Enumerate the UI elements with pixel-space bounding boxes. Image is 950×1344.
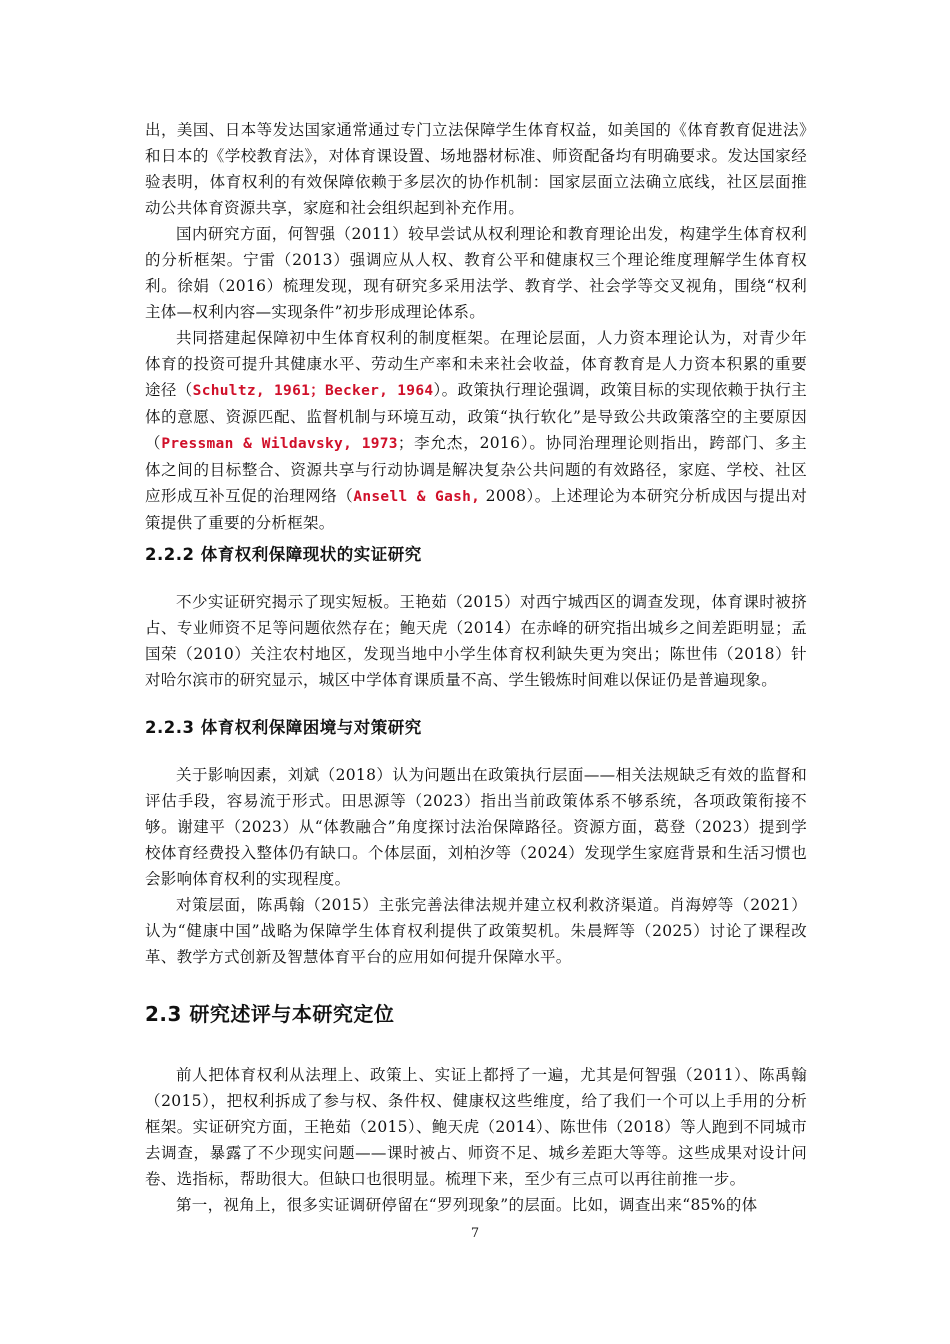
citation-ansell-gash[interactable]: Ansell & Gash,: [353, 489, 481, 505]
paragraph-countermeasures: 对策层面，陈禹翰（2015）主张完善法律法规并建立权利救济渠道。肖海婷等（2021）认为“健康中国”战略为保障学生体育权利提供了政策契机。朱晨辉等（2025）讨论了课程改革、教学方式创新及智慧体育平台的应用如何提升保障水平。: [145, 896, 807, 966]
paragraph-influencing-factors: 关于影响因素，刘斌（2018）认为问题出在政策执行层面——相关法规缺乏有效的监督和评估手段，容易流于形式。田思源等（2023）指出当前政策体系不够系统，各项政策衔接不够。谢建平（2023）从“体教融合”角度探讨法治保障路径。资源方面，葛登（2023）提到学校体育经费投入整体仍有缺口。个体层面，刘柏汐等（2024）发现学生家庭背景和生活习惯也会影响体育权利的实现程度。: [145, 766, 807, 888]
heading-2-2-2: 2.2.2 体育权利保障现状的实证研究: [145, 545, 422, 564]
text-run: ；李允杰，2016）。协同治理理论则指出，跨部门、多主体之间的目标整合、资源共享与行动协调是解决复杂公共问题的有效路径，家庭、学校、社区应形成互补互促的治理网络（: [145, 434, 807, 505]
citation-pressman-wildavsky[interactable]: Pressman & Wildavsky, 1973: [161, 436, 398, 452]
text-run: 共同搭建起保障初中生体育权利的制度框架。在理论层面，人力资本理论认为，对青少年体育的投资可提升其健康水平、劳动生产率和未来社会收益，体育教育是人力资本积累的重要途径（: [145, 329, 807, 399]
text-run: ）。政策执行理论强调，政策目标的实现依赖于执行主体的意愿、资源匹配、监督机制与环境互动，政策“执行软化”是导致公共政策落空的主要原因（: [145, 381, 808, 452]
heading-2-3: 2.3 研究述评与本研究定位: [145, 1002, 395, 1026]
heading-2-2-3: 2.2.3 体育权利保障困境与对策研究: [145, 718, 422, 737]
paragraph-empirical-research: 不少实证研究揭示了现实短板。王艳茹（2015）对西宁城西区的调查发现，体育课时被挤占、专业师资不足等问题依然存在；鲍天虎（2014）在赤峰的研究指出城乡之间差距明显；孟国荣（2010）关注农村地区，发现当地中小学生体育权利缺失更为突出；陈世伟（2018）针对哈尔滨市的研究显示，城区中学体育课质量不高、学生锻炼时间难以保证仍是普遍现象。: [145, 593, 807, 689]
paragraph-theory-framework: [145, 325, 807, 536]
body-section-2-2-2: [145, 589, 807, 693]
page-number: 7: [470, 1226, 480, 1241]
paragraph-domestic-research: 国内研究方面，何智强（2011）较早尝试从权利理论和教育理论出发，构建学生体育权利的分析框架。宁雷（2013）强调应从人权、教育公平和健康权三个理论维度理解学生体育权利。徐娟（2016）梳理发现，现有研究多采用法学、教育学、社会学等交叉视角，围绕“权利主体—权利内容—实现条件”初步形成理论体系。: [145, 225, 807, 321]
paragraph-literature-review: 前人把体育权利从法理上、政策上、实证上都捋了一遍，尤其是何智强（2011）、陈禹翰（2015），把权利拆成了参与权、条件权、健康权这些维度，给了我们一个可以上手用的分析框架。实证研究方面，王艳茹（2015）、鲍天虎（2014）、陈世伟（2018）等人跑到不同城市去调查，暴露了不少现实问题——课时被占、师资不足、城乡差距大等等。这些成果对设计问卷、选指标，帮助很大。但缺口也很明显。梳理下来，至少有三点可以再往前推一步。: [145, 1066, 807, 1188]
paragraph-international-experience: 出，美国、日本等发达国家通常通过专门立法保障学生体育权益，如美国的《体育教育促进法》和日本的《学校教育法》，对体育课设置、场地器材标准、师资配备均有明确要求。发达国家经验表明，体育权利的有效保障依赖于多层次的协作机制：国家层面立法确立底线，社区层面推动公共体育资源共享，家庭和社会组织起到补充作用。: [145, 121, 807, 217]
paragraph-first-gap: 第一，视角上，很多实证调研停留在“罗列现象”的层面。比如，调查出来“85%的体: [176, 1196, 758, 1214]
body-section-2-2-1: [145, 117, 807, 536]
citation-schultz-becker[interactable]: Schultz, 1961；Becker, 1964: [192, 383, 434, 399]
body-section-2-2-3: [145, 762, 807, 970]
text-run: 2008）。上述理论为本研究分析成因与提出对策提供了重要的分析框架。: [145, 487, 807, 532]
body-section-2-3: [145, 1062, 807, 1218]
